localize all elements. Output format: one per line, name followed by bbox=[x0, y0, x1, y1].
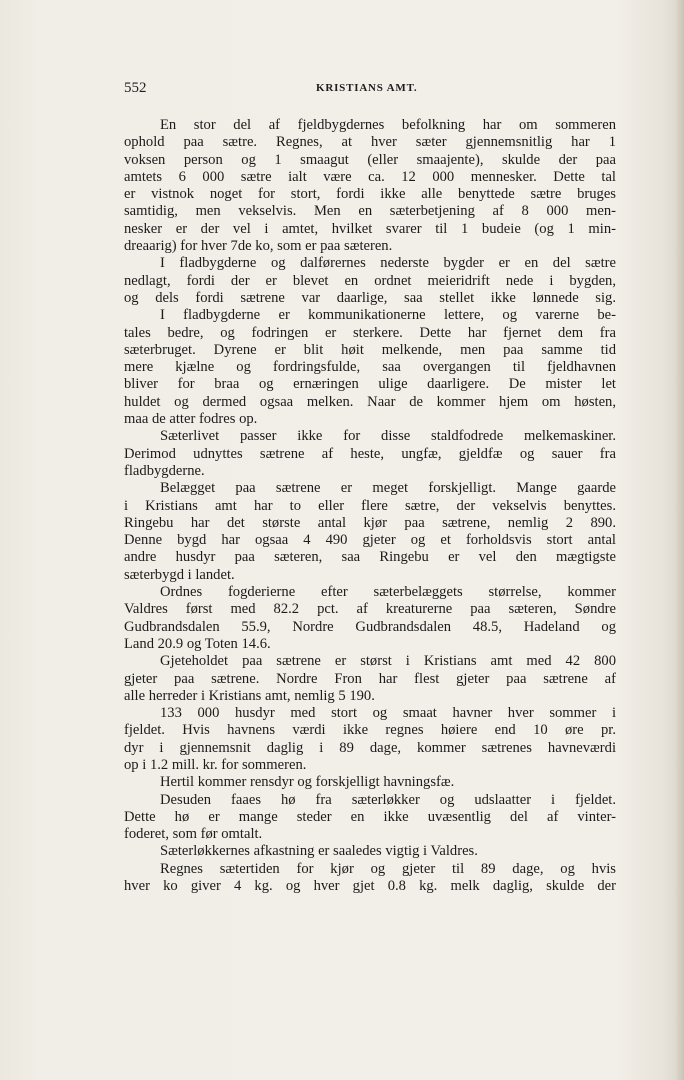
text-line: Gudbrandsdalen 55.9, Nordre Gudbrandsdalen 48.5, Hadeland og bbox=[124, 618, 616, 635]
text-line: fladbygderne. bbox=[124, 462, 205, 479]
text-line: Ordnes fogderierne efter sæterbelæggets størrelse, kommer bbox=[160, 584, 616, 601]
text-line: Ringebu har det største antal kjør paa sætrene, nemlig 2 890. bbox=[124, 514, 616, 531]
text-line: Denne bygd har ogsaa 4 490 gjeter og et forholdsvis stort antal bbox=[124, 532, 616, 549]
text-line: I fladbygderne og dalførernes nederste bygder er en del sætre bbox=[160, 255, 616, 272]
text-line: nesker er der vel i amtet, hvilket svarer til 1 budeie (og 1 min- bbox=[124, 220, 616, 237]
text-line: I fladbygderne er kommunikationerne lettere, og varerne be- bbox=[160, 307, 616, 324]
text-line: op i 1.2 mill. kr. for sommeren. bbox=[124, 756, 307, 773]
text-line: ophold paa sætre. Regnes, at hver sæter gjennemsnitlig har 1 bbox=[124, 134, 616, 151]
page-header bbox=[124, 80, 616, 100]
text-line: Gjeteholdet paa sætrene er størst i Kristians amt med 42 800 bbox=[160, 653, 616, 670]
text-line: andre husdyr paa sæteren, saa Ringebu er vel den mægtigste bbox=[124, 549, 616, 566]
text-line: Dette hø er mange steder en ikke uvæsentlig del af vinter- bbox=[124, 808, 616, 825]
text-line: samtidig, men vekselvis. Men en sæterbetjening af 8 000 men- bbox=[124, 203, 616, 220]
running-head: KRISTIANS AMT. bbox=[316, 82, 418, 94]
text-line: Sæterlivet passer ikke for disse staldfodrede melkemaskiner. bbox=[160, 428, 616, 445]
text-line: huldet og dermed ogsaa melken. Naar de kommer hjem om høsten, bbox=[124, 393, 616, 410]
text-line: voksen person og 1 smaagut (eller smaajente), skulde der paa bbox=[124, 151, 616, 168]
text-line: sæterbygd i landet. bbox=[124, 566, 235, 583]
text-line: Belægget paa sætrene er meget forskjelligt. Mange gaarde bbox=[160, 480, 616, 497]
text-line: gjeter paa sætrene. Nordre Fron har flest gjeter paa sætrene af bbox=[124, 670, 616, 687]
text-line: er vistnok noget for stort, fordi ikke alle benyttede sætre bruges bbox=[124, 186, 616, 203]
text-line: hver ko giver 4 kg. og hver gjet 0.8 kg. melk daglig, skulde der bbox=[124, 878, 616, 895]
text-line: foderet, som før omtalt. bbox=[124, 826, 263, 843]
text-line: sæterbruget. Dyrene er blit høit melkende, men paa samme tid bbox=[124, 341, 616, 358]
text-line: Land 20.9 og Toten 14.6. bbox=[124, 635, 271, 652]
page-number: 552 bbox=[124, 80, 147, 96]
text-line: bliver for braa og ernæringen ulige daarligere. De mister let bbox=[124, 376, 616, 393]
text-line: dyr i gjennemsnit daglig i 89 dage, kommer sætrenes havneværdi bbox=[124, 739, 616, 756]
text-line: maa de atter fodres op. bbox=[124, 411, 258, 428]
text-line: alle herreder i Kristians amt, nemlig 5 190. bbox=[124, 687, 375, 704]
text-line: tales bedre, og fodringen er sterkere. Dette har fjernet dem fra bbox=[124, 324, 616, 341]
text-line: En stor del af fjeldbygdernes befolkning har om sommeren bbox=[160, 117, 616, 133]
text-line: og dels fordi sætrene var daarlige, saa stellet ikke lønnede sig. bbox=[124, 289, 616, 306]
text-line: 133 000 husdyr med stort og smaat havner hver sommer i bbox=[160, 705, 616, 722]
text-line: Valdres først med 82.2 pct. af kreaturerne paa sæteren, Søndre bbox=[124, 601, 616, 618]
text-line: Sæterløkkernes afkastning er saaledes vigtig i Valdres. bbox=[160, 843, 478, 860]
text-line: fjeldet. Hvis havnens værdi ikke regnes høiere end 10 øre pr. bbox=[124, 722, 616, 739]
text-line: mere kjælne og fordringsfulde, saa overgangen til fjeldhavnen bbox=[124, 359, 616, 376]
text-line: Hertil kommer rensdyr og forskjelligt havningsfæ. bbox=[160, 774, 455, 791]
text-line: i Kristians amt har to eller flere sætre, der vekselvis benyttes. bbox=[124, 497, 616, 514]
text-line: amtets 6 000 sætre ialt være ca. 12 000 mennesker. Dette tal bbox=[124, 168, 616, 185]
text-line: Derimod udnyttes sætrene af heste, ungfæ, gjeldfæ og sauer fra bbox=[124, 445, 616, 462]
text-line: Regnes sætertiden for kjør og gjeter til 89 dage, og hvis bbox=[160, 860, 616, 877]
text-line: Desuden faaes hø fra sæterløkker og udslaatter i fjeldet. bbox=[160, 791, 616, 808]
text-line: nedlagt, fordi der er blevet en ordnet meieridrift nede i bygden, bbox=[124, 272, 616, 289]
body-text bbox=[124, 117, 616, 895]
text-line: dreaarig) for hver 7de ko, som er paa sæteren. bbox=[124, 238, 393, 255]
page-edge bbox=[676, 0, 684, 1080]
